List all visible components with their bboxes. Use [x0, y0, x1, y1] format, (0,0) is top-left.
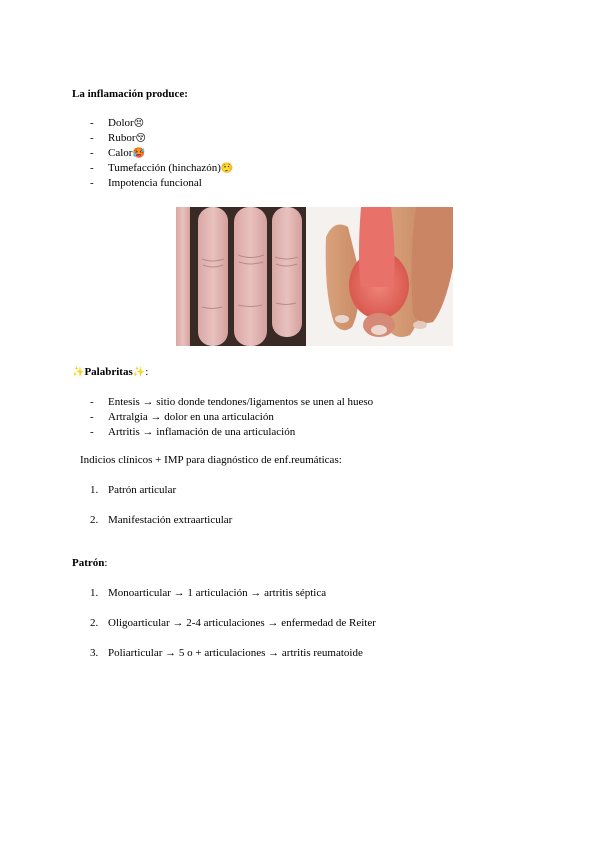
patron-list: [90, 586, 376, 676]
list-item: - Impotencia funcional: [90, 177, 202, 189]
item-text: Monoarticular → 1 articulación → artritis séptica: [108, 587, 327, 599]
list-item: 1. Monoarticular → 1 articulación → artritis séptica: [90, 587, 327, 599]
hot-face-icon: 🥵: [132, 148, 145, 159]
list-item: 3. Poliarticular → 5 o + articulaciones → artritis reumatoide: [90, 647, 363, 659]
item-text: Entesis → sitio donde tendones/ligamentos se unen al hueso: [108, 396, 374, 408]
item-text: Impotencia funcional: [108, 177, 202, 189]
list-item: - Artralgia → dolor en una articulación: [90, 411, 274, 423]
finger-inflammation-photo: [176, 207, 453, 346]
item-text: Calor: [108, 147, 133, 159]
list-item: - Rubor😚: [90, 132, 146, 144]
item-text: Patrón articular: [108, 484, 177, 496]
list-item: 2. Manifestación extraarticular: [90, 514, 233, 526]
list-item: - Entesis → sitio donde tendones/ligamentos se unen al hueso: [90, 396, 374, 408]
inflammation-heading: La inflamación produce:: [72, 88, 188, 100]
indicios-list: [90, 483, 232, 543]
item-text: Poliarticular → 5 o + articulaciones → artritis reumatoide: [108, 647, 363, 659]
item-text: Oligoarticular → 2-4 articulaciones → enfermedad de Reiter: [108, 617, 376, 629]
palabritas-list: [90, 395, 373, 440]
item-text: Artritis → inflamación de una articulación: [108, 426, 296, 438]
indicios-paragraph: Indicios clínicos + IMP para diagnóstico de enf.reumáticas:: [80, 454, 342, 466]
item-text: Artralgia → dolor en una articulación: [108, 411, 274, 423]
list-item: 1. Patrón articular: [90, 484, 177, 496]
palabritas-heading: ✨Palabritas✨:: [72, 366, 149, 378]
sparkles-icon: ✨: [72, 367, 85, 378]
list-item: - Dolor😣: [90, 117, 145, 129]
kissing-face-icon: 😚: [135, 133, 146, 144]
item-text: Tumefacción (hinchazón): [108, 162, 221, 174]
item-text: Dolor: [108, 117, 134, 129]
inflammation-list: [90, 116, 233, 191]
pained-face-icon: 😣: [133, 118, 145, 129]
inflamed-finger-image: [306, 207, 453, 346]
list-item: - Calor🥵: [90, 147, 145, 159]
list-item: - Artritis → inflamación de una articulación: [90, 426, 296, 438]
item-text: Manifestación extraarticular: [108, 514, 233, 526]
sparkles-icon: ✨: [132, 367, 146, 378]
item-text: Rubor: [108, 132, 136, 144]
list-item: 2. Oligoarticular → 2-4 articulaciones → enfermedad de Reiter: [90, 617, 376, 629]
lying-face-icon: 🤥: [220, 163, 234, 174]
list-item: - Tumefacción (hinchazón)🤥: [90, 162, 234, 174]
patron-title: Patrón: [72, 557, 105, 569]
palabritas-title: Palabritas: [84, 366, 133, 378]
normal-fingers-image: [176, 207, 306, 346]
patron-heading: Patrón:: [72, 557, 108, 569]
